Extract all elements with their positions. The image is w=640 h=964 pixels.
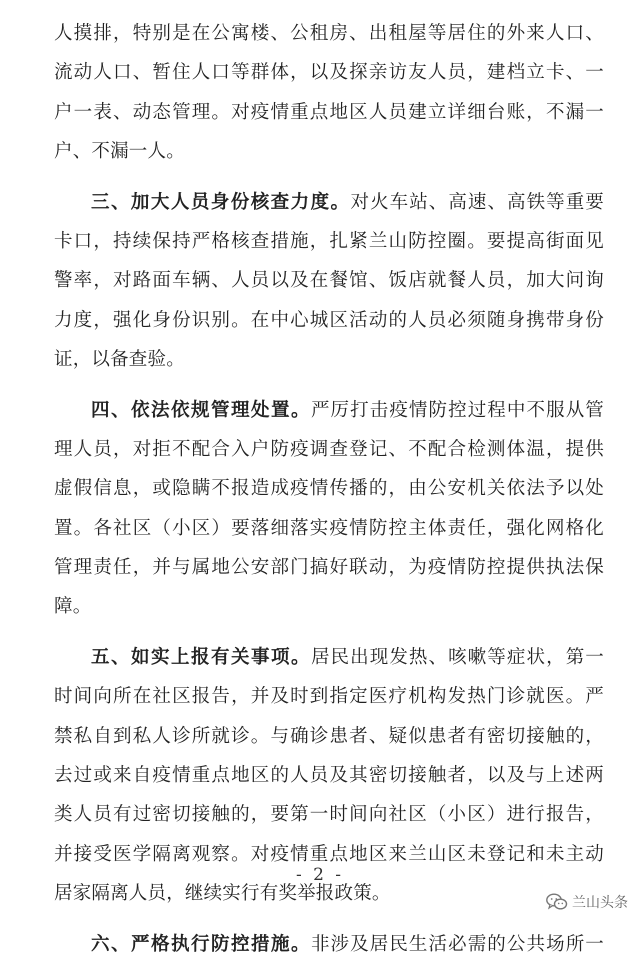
section-heading: 四、依法依规管理处置。 xyxy=(91,399,311,421)
text-line: 人摸排，特别是在公寓楼、公租房、出租屋等居住的外来人口、 xyxy=(54,23,604,44)
text-line: 居家隔离人员，继续实行有奖举报政策。 xyxy=(54,883,391,905)
text-run: 非涉及居民生活必需的公共场所一 xyxy=(310,933,604,955)
page-number: - 2 - xyxy=(295,865,345,885)
text-line: 置。各社区（小区）要落细落实疫情防控主体责任，强化网格化 xyxy=(54,517,604,539)
text-line: 并接受医学隔离观察。对疫情重点地区来兰山区未登记和未主动 xyxy=(54,843,604,865)
text-line: 去过或来自疫情重点地区的人员及其密切接触者，以及与上述两 xyxy=(54,765,604,787)
text-line: 时间向所在社区报告，并及时到指定医疗机构发热门诊就医。严 xyxy=(54,686,604,708)
text-line: 户一表、动态管理。对疫情重点地区人员建立详细台账，不漏一 xyxy=(54,101,604,123)
section-heading: 五、如实上报有关事项。 xyxy=(91,646,311,668)
text-run: 对火车站、高速、高铁等重要 xyxy=(350,191,604,213)
text-line: 力度，强化身份识别。在中心城区活动的人员必须随身携带身份 xyxy=(54,309,604,331)
text-line: 虚假信息，或隐瞒不报造成疫情传播的，由公安机关依法予以处 xyxy=(54,478,604,500)
text-line: 户、不漏一人。 xyxy=(54,141,185,163)
text-line xyxy=(54,925,604,964)
wechat-icon xyxy=(546,893,568,911)
text-line: 警率，对路面车辆、人员以及在餐馆、饭店就餐人员，加大问询 xyxy=(54,270,604,292)
text-line: 禁私自到私人诊所就诊。与确诊患者、疑似患者有密切接触的， xyxy=(54,725,604,747)
source-watermark xyxy=(546,892,628,912)
paragraph-1 xyxy=(54,14,604,172)
text-run: 居民出现发热、咳嗽等症状，第一 xyxy=(310,646,604,668)
text-run: 严厉打击疫情防控过程中不服从管 xyxy=(310,399,604,421)
text-line: 管理责任，并与属地公安部门搞好联动，为疫情防控提供执法保 xyxy=(54,557,604,579)
section-heading: 六、严格执行防控措施。 xyxy=(91,933,311,955)
paragraph-6 xyxy=(54,925,604,964)
document-body xyxy=(54,14,604,964)
text-line: 证，以备查验。 xyxy=(54,349,185,371)
text-line xyxy=(54,638,604,677)
text-line xyxy=(54,183,604,222)
text-line: 障。 xyxy=(54,596,92,618)
text-line: 类人员有过密切接触的，要第一时间向社区（小区）进行报告， xyxy=(54,804,604,826)
paragraph-3 xyxy=(54,183,604,380)
text-line: 流动人口、暂住人口等群体，以及探亲访友人员，建档立卡、一 xyxy=(54,62,604,84)
text-line: 理人员，对拒不配合入户防疫调查登记、不配合检测体温，提供 xyxy=(54,438,604,460)
text-line: 卡口，持续保持严格核查措施，扎紧兰山防控圈。要提高街面见 xyxy=(54,230,604,252)
paragraph-4 xyxy=(54,391,604,627)
text-line xyxy=(54,391,604,430)
watermark-text: 兰山头条 xyxy=(572,895,628,911)
section-heading: 三、加大人员身份核查力度。 xyxy=(91,191,351,213)
